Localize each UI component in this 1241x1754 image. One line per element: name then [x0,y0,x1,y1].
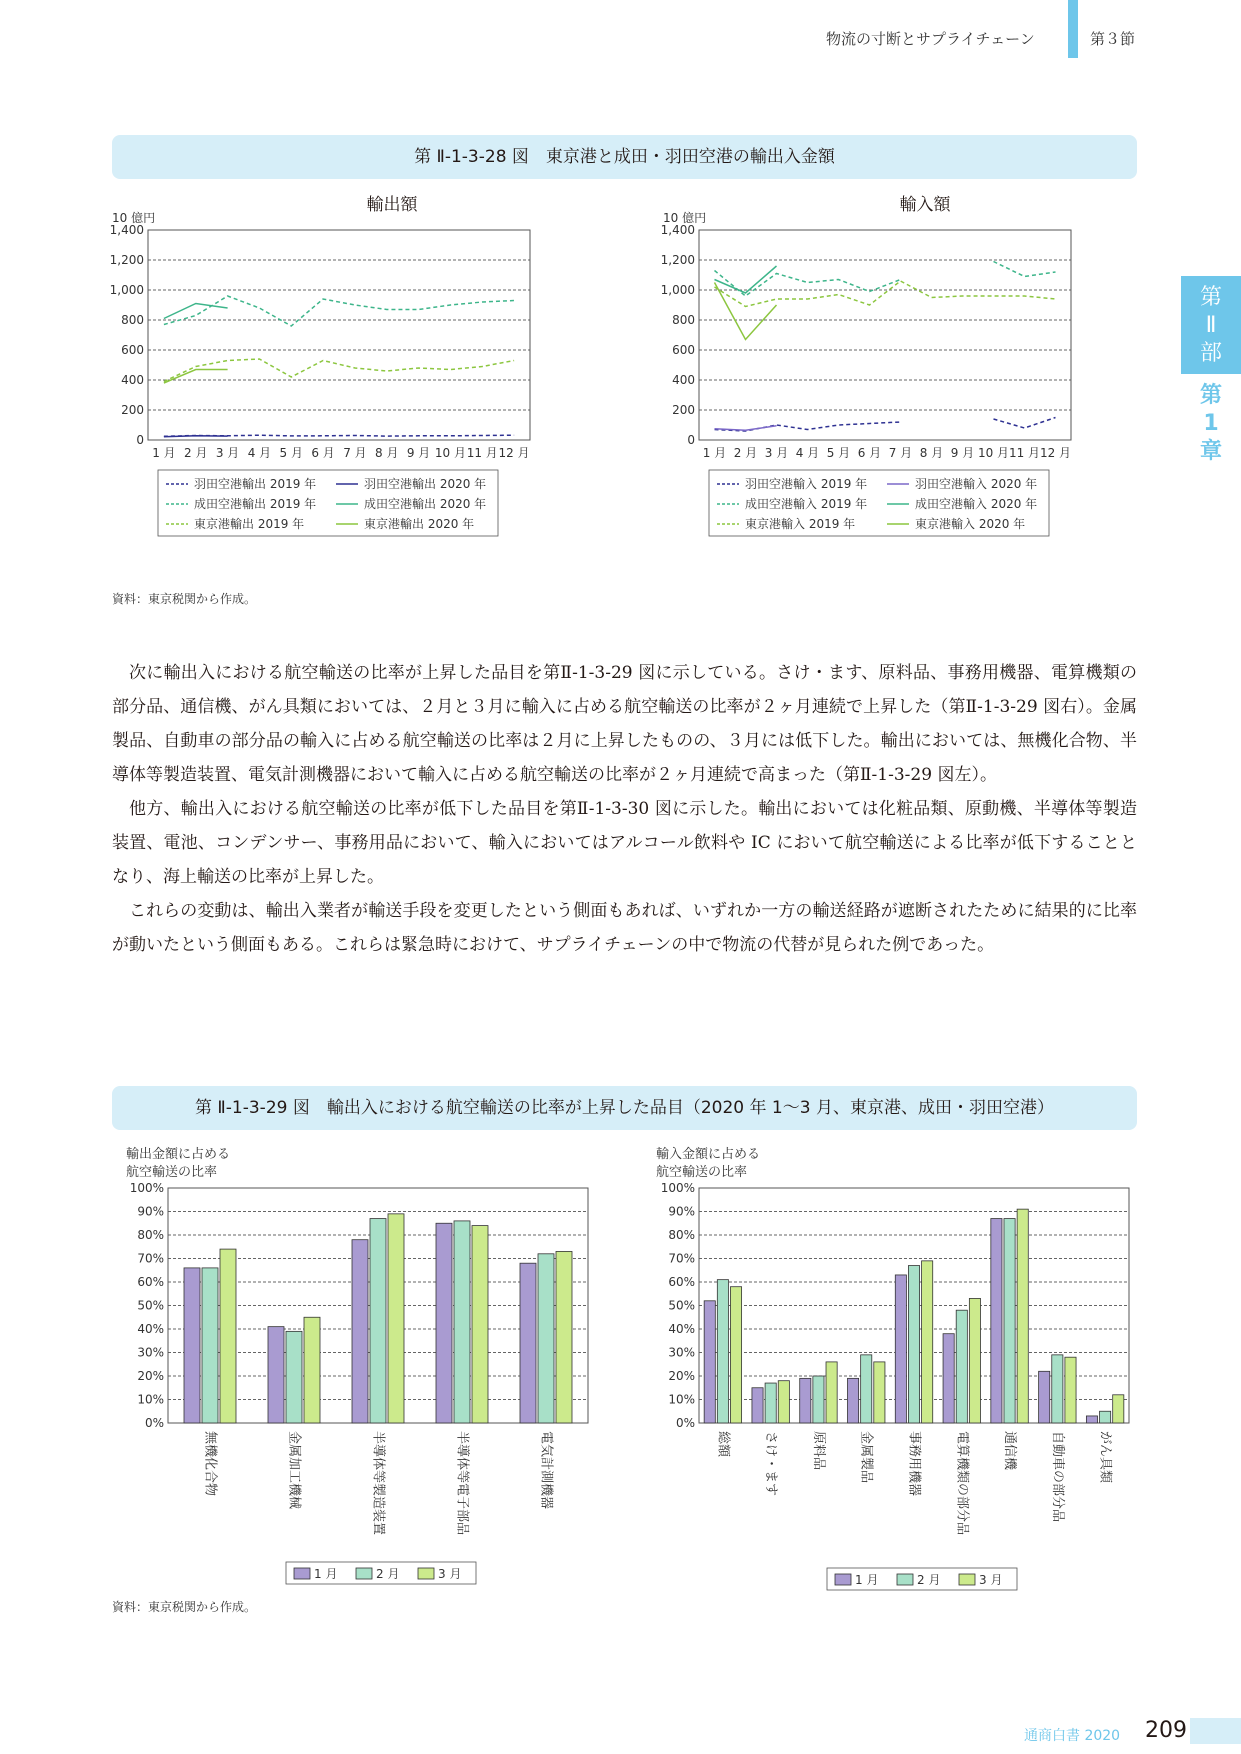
x-tick-label: 2 月 [733,446,758,460]
y-tick-label: 800 [121,313,144,327]
legend-swatch [418,1568,434,1579]
export-panel-title: 輸出額 [366,195,418,215]
legend-label: 3 月 [979,1573,1003,1587]
category-label: 総額 [715,1431,731,1458]
bar [908,1266,919,1423]
header-section-number: 第３節 [1090,30,1136,48]
bar [370,1219,386,1423]
x-tick-label: 5 月 [826,446,851,460]
bar [352,1240,368,1423]
y-tick-label: 40% [668,1322,695,1336]
legend-label: 成田空港輸入 2019 年 [745,497,868,511]
x-tick-label: 9 月 [950,446,975,460]
footer-accent-bar [1190,1718,1241,1744]
side-tab-chapter-char: 第 [1199,383,1222,408]
x-tick-label: 12 月 [498,446,530,460]
y-tick-label: 600 [121,343,144,357]
x-tick-label: 8 月 [375,446,399,460]
plot-frame [148,230,530,440]
y-tick-label: 80% [137,1228,164,1242]
y-tick-label: 20% [137,1369,164,1383]
y-tick-label: 1,200 [109,253,144,267]
category-label: 半導体等電子部品 [454,1431,470,1536]
legend-label: 東京港輸入 2020 年 [915,517,1026,531]
bar [1017,1209,1028,1423]
y-tick-label: 200 [672,403,695,417]
y-axis-label: 航空輸送の比率 [656,1165,748,1180]
legend-label: 羽田空港輸入 2020 年 [915,477,1038,491]
import-line-chart [640,211,1240,590]
bar [991,1219,1002,1423]
category-label: 通信機 [1002,1431,1018,1471]
export-line-chart [109,211,610,590]
bar [436,1223,452,1423]
y-tick-label: 50% [668,1298,695,1313]
bar [861,1355,872,1423]
bar [969,1298,980,1423]
series-line [164,296,514,326]
figure-28-title: 第 Ⅱ-1-3-28 図 東京港と成田・羽田空港の輸出入金額 [112,135,1137,179]
bar [304,1317,320,1423]
y-tick-label: 100% [660,1181,695,1195]
bar [1100,1411,1111,1423]
category-label: 金属製品 [858,1431,874,1484]
y-tick-label: 0 [136,433,144,447]
bar [1004,1219,1015,1423]
series-line [715,283,777,340]
legend-label: 1 月 [855,1573,879,1587]
x-tick-label: 6 月 [311,446,335,460]
y-tick-label: 1,400 [660,223,695,237]
paragraph: 次に輸出入における航空輸送の比率が上昇した品目を第Ⅱ-1-3-29 図に示している。さけ・ます、原料品、事務用機器、電算機類の部分品、通信機、がん具類においては、２月と３月に輸入に占める航空輸送の比率が２ヶ月連続で上昇した（第Ⅱ-1-3-29 図右）。金属製品、自動車の部分品の輸入に占める航空輸送の比率は２月に上昇したものの、３月には低下した。輸出においては、無機化合物、半導体等製造装置、電気計測機器において輸入に占める航空輸送の比率が２ヶ月連続で高まった（第Ⅱ-1-3-29 図左）。 [112,663,1137,785]
y-tick-label: 90% [137,1204,164,1219]
bar [556,1251,572,1423]
category-label: 金属加工機械 [286,1431,302,1510]
category-label: 無機化合物 [202,1431,218,1497]
category-label: がん具類 [1097,1431,1113,1484]
series-line [994,262,1056,277]
legend-label: 2 月 [917,1573,941,1587]
x-tick-label: 1 月 [152,446,176,460]
y-tick-label: 800 [672,313,695,327]
legend-swatch [959,1574,975,1585]
side-tab-part-char: 部 [1199,341,1222,366]
series-line [994,418,1056,429]
y-axis-label: 輸出金額に占める [126,1147,231,1162]
y-tick-label: 70% [137,1251,164,1266]
x-tick-label: 8 月 [919,446,944,460]
y-tick-label: 60% [668,1275,695,1289]
x-tick-label: 10 月 [977,446,1010,460]
plot-frame [699,230,1071,440]
bar [1065,1357,1076,1423]
export-bar-chart [110,1138,630,1598]
bar [1052,1355,1063,1423]
x-tick-label: 11 月 [466,446,498,460]
bar [765,1383,776,1423]
x-tick-label: 6 月 [857,446,882,460]
x-tick-label: 9 月 [406,446,431,460]
legend-label: 成田空港輸出 2019 年 [194,497,317,511]
y-tick-label: 90% [668,1204,695,1219]
bar [922,1261,933,1423]
y-tick-label: 30% [137,1345,164,1360]
category-label: 事務用機器 [906,1431,922,1497]
side-tab-chapter-char: 章 [1199,439,1222,464]
category-label: 電算機類の部分品 [954,1431,970,1536]
page-number: 209 [1145,1718,1187,1743]
figure-28-source: 資料：東京税関から作成。 [112,592,257,606]
x-tick-label: 2 月 [184,446,208,460]
y-axis-label: 輸入金額に占める [656,1147,761,1162]
bar [538,1254,554,1423]
bar [874,1362,885,1423]
y-tick-label: 600 [672,343,695,357]
x-tick-label: 7 月 [888,446,913,460]
bar [752,1388,763,1423]
y-tick-label: 0 [687,433,695,447]
y-tick-label: 10% [137,1392,164,1407]
series-line [715,426,777,431]
bar [1039,1371,1050,1423]
bar [943,1334,954,1423]
paragraph: これらの変動は、輸出入業者が輸送手段を変更したという側面もあれば、いずれか一方の輸送経路が遮断されたために結果的に比率が動いたという側面もある。これらは緊急時におけて、サプライチェーンの中で物流の代替が見られた例であった。 [112,901,1137,955]
y-tick-label: 1,000 [109,283,144,297]
x-tick-label: 10 月 [434,446,466,460]
category-label: 電気計測機器 [538,1431,554,1510]
x-tick-label: 1 月 [702,446,727,460]
y-tick-label: 1,200 [660,253,695,267]
x-tick-label: 7 月 [343,446,367,460]
x-tick-label: 11 月 [1008,446,1041,460]
bar [800,1378,811,1423]
bar [1086,1416,1097,1423]
legend-swatch [356,1568,372,1579]
x-tick-label: 4 月 [795,446,820,460]
x-tick-label: 5 月 [279,446,303,460]
bar [895,1275,906,1423]
y-tick-label: 20% [668,1369,695,1383]
bar [286,1331,302,1423]
y-tick-label: 50% [137,1298,164,1313]
category-label: 自動車の部分品 [1049,1431,1065,1523]
header-section-title: 物流の寸断とサプライチェーン [826,30,1035,48]
y-tick-label: 80% [668,1228,695,1242]
x-tick-label: 4 月 [247,446,272,460]
x-tick-label: 3 月 [215,446,240,460]
side-tab-part-char: 第 [1199,285,1222,310]
legend-swatch [294,1568,310,1579]
bar [704,1301,715,1423]
paragraph: 他方、輸出入における航空輸送の比率が低下した品目を第Ⅱ-1-3-30 図に示した。輸出においては化粧品類、原動機、半導体等製造装置、電池、コンデンサー、事務用品において、輸入においてはアルコール飲料や IC において航空輸送による比率が低下することとなり、海上輸送の比率が上昇した。 [112,799,1137,887]
side-tab-part-char: Ⅱ [1205,313,1217,338]
bar [472,1226,488,1423]
import-bar-chart [640,1138,1160,1598]
series-line [164,436,228,437]
y-tick-label: 100% [129,1181,164,1195]
legend-swatch [897,1574,913,1585]
import-panel-title: 輸入額 [899,195,951,215]
y-tick-label: 1,000 [660,283,695,297]
footer-title: 通商白書 2020 [1024,1728,1121,1744]
legend-label: 東京港輸出 2020 年 [364,517,475,531]
bar [956,1310,967,1423]
bar [454,1221,470,1423]
y-tick-label: 70% [668,1251,695,1266]
y-tick-label: 60% [137,1275,164,1289]
legend-label: 羽田空港輸出 2019 年 [194,477,317,491]
bar [388,1214,404,1423]
y-tick-label: 0% [675,1416,695,1430]
bar [520,1263,536,1423]
category-label: さけ・ます [763,1431,779,1497]
legend-label: 2 月 [376,1567,400,1581]
legend-swatch [835,1574,851,1585]
category-label: 半導体等製造装置 [370,1431,386,1536]
series-line [164,304,228,319]
y-tick-label: 400 [672,373,695,387]
category-label: 原料品 [810,1431,826,1471]
y-tick-label: 30% [668,1345,695,1360]
legend-label: 羽田空港輸出 2020 年 [364,477,487,491]
header-accent-bar [1068,0,1078,58]
y-tick-label: 1,400 [109,223,144,237]
bar [268,1327,284,1423]
legend-label: 羽田空港輸入 2019 年 [745,477,868,491]
x-tick-label: 12 月 [1039,446,1072,460]
y-tick-label: 200 [121,403,144,417]
series-line [715,266,777,293]
bar [184,1268,200,1423]
bar [813,1376,824,1423]
y-tick-label: 10% [668,1392,695,1407]
legend-label: 東京港輸出 2019 年 [194,517,305,531]
figure-29-source: 資料：東京税関から作成。 [112,1600,257,1614]
bar [202,1268,218,1423]
bar [778,1381,789,1423]
y-tick-label: 40% [137,1322,164,1336]
x-tick-label: 3 月 [764,446,789,460]
legend-label: 成田空港輸出 2020 年 [364,497,487,511]
bar [717,1280,728,1423]
y-tick-label: 400 [121,373,144,387]
y-axis-unit: 10 億円 [663,211,707,225]
figure-29-title: 第 Ⅱ-1-3-29 図 輸出入における航空輸送の比率が上昇した品目（2020 年 1～3 月、東京港、成田・羽田空港） [112,1086,1137,1130]
bar [730,1287,741,1423]
legend-label: 1 月 [314,1567,338,1581]
bar [826,1362,837,1423]
legend-label: 3 月 [438,1567,462,1581]
bar [220,1249,236,1423]
y-axis-unit: 10 億円 [112,211,156,225]
legend-label: 東京港輸入 2019 年 [745,517,856,531]
y-axis-label: 航空輸送の比率 [126,1165,218,1180]
bar [848,1378,859,1423]
y-tick-label: 0% [144,1416,164,1430]
bar [1113,1395,1124,1423]
legend-label: 成田空港輸入 2020 年 [915,497,1038,511]
body-text [112,656,1137,962]
side-tab-chapter-char: 1 [1203,411,1219,436]
